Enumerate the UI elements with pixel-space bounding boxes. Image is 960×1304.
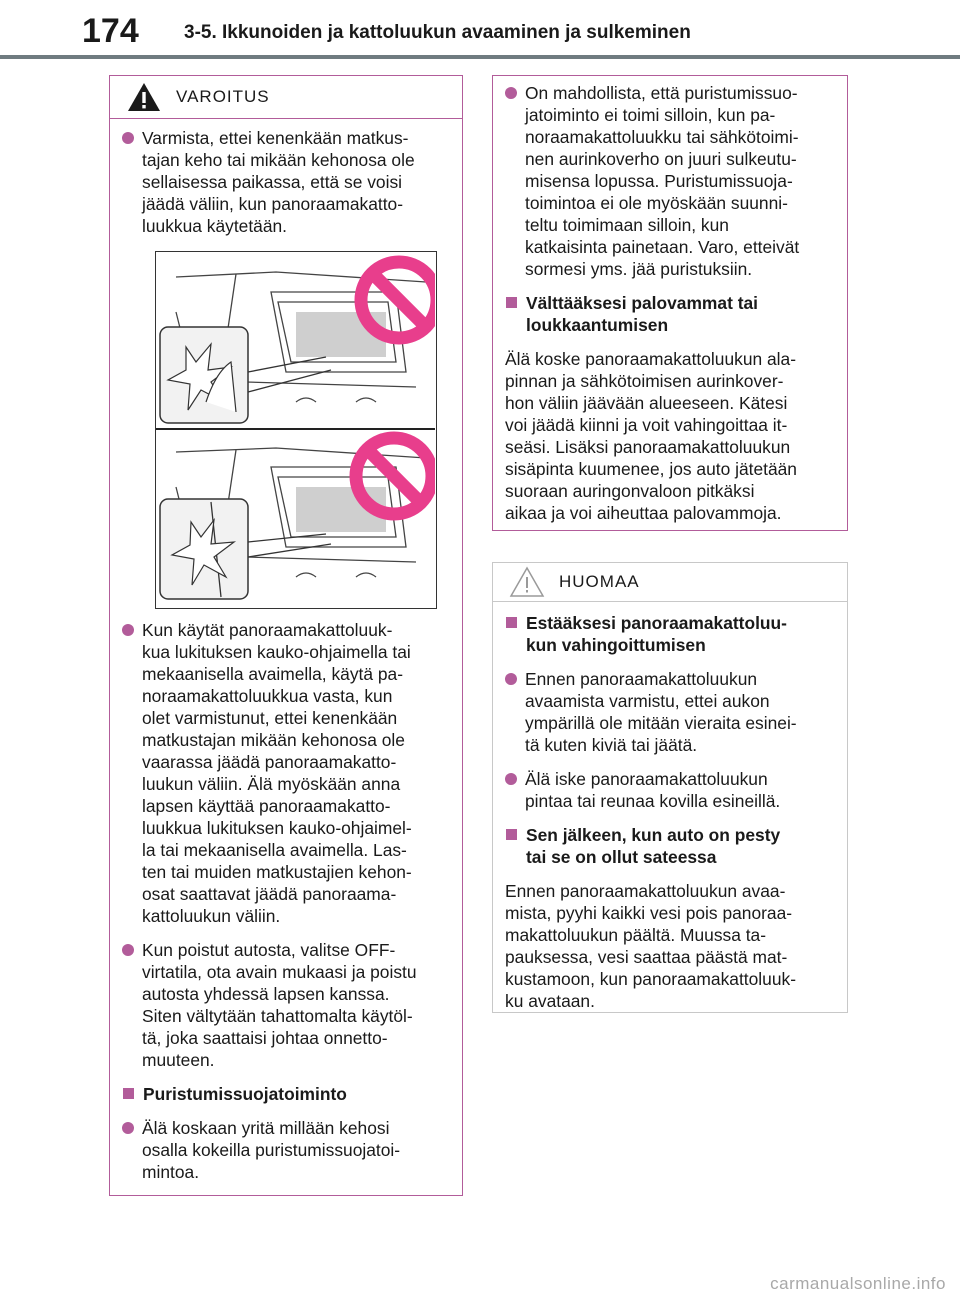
square-bullet-icon: [506, 617, 517, 628]
bullet-icon: [122, 1122, 134, 1134]
notice-paragraph: Ennen panoraamakattoluukun avaa- mista, pyyhi kaikki vesi pois panoraa- makattoluukun päältä. Muussa ta- pauksessa, vesi saattaa päästä mat- kustamoon, kun panoraamakattoluuk- ku avataan.: [505, 881, 796, 1011]
notice-title-bar: [493, 563, 847, 602]
notice-triangle-icon: [509, 566, 545, 598]
warning-item-5: On mahdollista, että puristumissuo- jatoiminto ei toimi silloin, kun pa- noraamakattoluukku tai sähkötoimi- nen aurinkoverho on juuri sulkeutu- misensa lopussa. Puristumissuoja- toimintoa ei ole myöskään suunni- teltu toimimaan silloin, kun katkaisinta painetaan. Varo, etteivät sormesi yms. jää puristuksiin.: [525, 83, 800, 279]
bullet-icon: [122, 944, 134, 956]
notice-heading-2: Sen jälkeen, kun auto on pesty tai se on ollut sateessa: [526, 825, 781, 867]
page-header: [0, 0, 960, 60]
notice-item-2: Älä iske panoraamakattoluukun pintaa tai reunaa kovilla esineillä.: [525, 769, 781, 811]
list-item: [122, 939, 448, 1071]
warning-item-3: Kun poistut autosta, valitse OFF- virtatila, ota avain mukaasi ja poistu autosta yhdessä lapsen kanssa. Siten vältytään tahattomalta käytöl- tä, joka saattaisi johtaa onnetto- muuteen.: [142, 940, 417, 1070]
bullet-icon: [505, 87, 517, 99]
warning-heading-1: Puristumissuojatoiminto: [143, 1084, 347, 1104]
section-title: 3-5. Ikkunoiden ja kattoluukun avaaminen ja sulkeminen: [184, 22, 691, 43]
list-item: [122, 1117, 448, 1183]
warning-paragraph: Älä koske panoraamakattoluukun ala- pinnan ja sähkötoimisen aurinkover- hon väliin jäävään alueeseen. Kätesi voi jäädä kiinni ja voit vahingoittaa it- seäsi. Lisäksi panoraamakattoluukun sisäpinta kuumenee, jos auto jätetään suoraan auringonvaloon pitkäksi aikaa ja voi aiheuttaa palovammoja.: [505, 349, 797, 523]
notice-heading-1: Estääksesi panoraamakattoluu- kun vahingoittumisen: [526, 613, 787, 655]
page-number: 174: [82, 12, 139, 50]
list-item: [505, 82, 833, 280]
list-item: [505, 668, 833, 756]
warning-item-1: Varmista, ettei kenenkään matkus- tajan keho tai mikään kehonosa ole sellaisessa paikassa, että se voisi jäädä väliin, kun panoraamakatto- luukkua käytetään.: [142, 128, 415, 236]
notice-box: [492, 562, 848, 1013]
square-bullet-icon: [506, 829, 517, 840]
warning-box-continued: [492, 75, 848, 531]
prohibit-icon-top: [361, 262, 435, 338]
square-bullet-icon: [123, 1088, 134, 1099]
list-item: [122, 619, 448, 927]
bullet-icon: [122, 132, 134, 144]
list-item: [505, 768, 833, 812]
list-item: [122, 127, 448, 237]
warning-title: VAROITUS: [176, 87, 270, 106]
bullet-icon: [122, 624, 134, 636]
bullet-icon: [505, 673, 517, 685]
section-heading: [505, 612, 833, 656]
notice-item-1: Ennen panoraamakattoluukun avaamista varmistu, ettei aukon ympärillä ole mitään vieraita esinei- tä kuten kiviä tai jäätä.: [525, 669, 797, 755]
notice-title: HUOMAA: [559, 572, 640, 591]
section-heading: [505, 292, 833, 336]
square-bullet-icon: [506, 297, 517, 308]
illustration-svg: [156, 252, 435, 607]
prohibit-icon-bottom: [356, 438, 432, 514]
watermark: carmanualsonline.info: [770, 1274, 946, 1293]
header-rule: [0, 55, 960, 59]
warning-item-4: Älä koskaan yritä millään kehosi osalla kokeilla puristumissuojatoi- mintoa.: [142, 1118, 401, 1182]
warning-title-bar: [110, 76, 462, 119]
sunroof-pinch-illustration: [155, 251, 437, 609]
warning-box: [109, 75, 463, 1196]
warning-heading-2: Välttääksesi palovammat tai loukkaantumisen: [526, 293, 758, 335]
section-heading: [505, 824, 833, 868]
bullet-icon: [505, 773, 517, 785]
section-heading: [122, 1083, 448, 1105]
warning-triangle-icon: [126, 81, 162, 113]
warning-item-2: Kun käytät panoraamakattoluuk- kua lukituksen kauko-ohjaimella tai mekaanisella avaimella, käytä pa- noraamakattoluukkua vasta, kun olet varmistunut, ettei kenenkään matkustajan mikään kehonosa ole vaarassa jäädä panoraamakatto- luukun väliin. Älä myöskään anna lapsen käyttää panoraamakatto- luukkua lukituksen kauko-ohjaimel- la tai mekaanisella avaimella. Las- ten tai muiden matkustajien kehon- osat saattavat jäädä panoraama- kattoluukun väliin.: [142, 620, 412, 926]
